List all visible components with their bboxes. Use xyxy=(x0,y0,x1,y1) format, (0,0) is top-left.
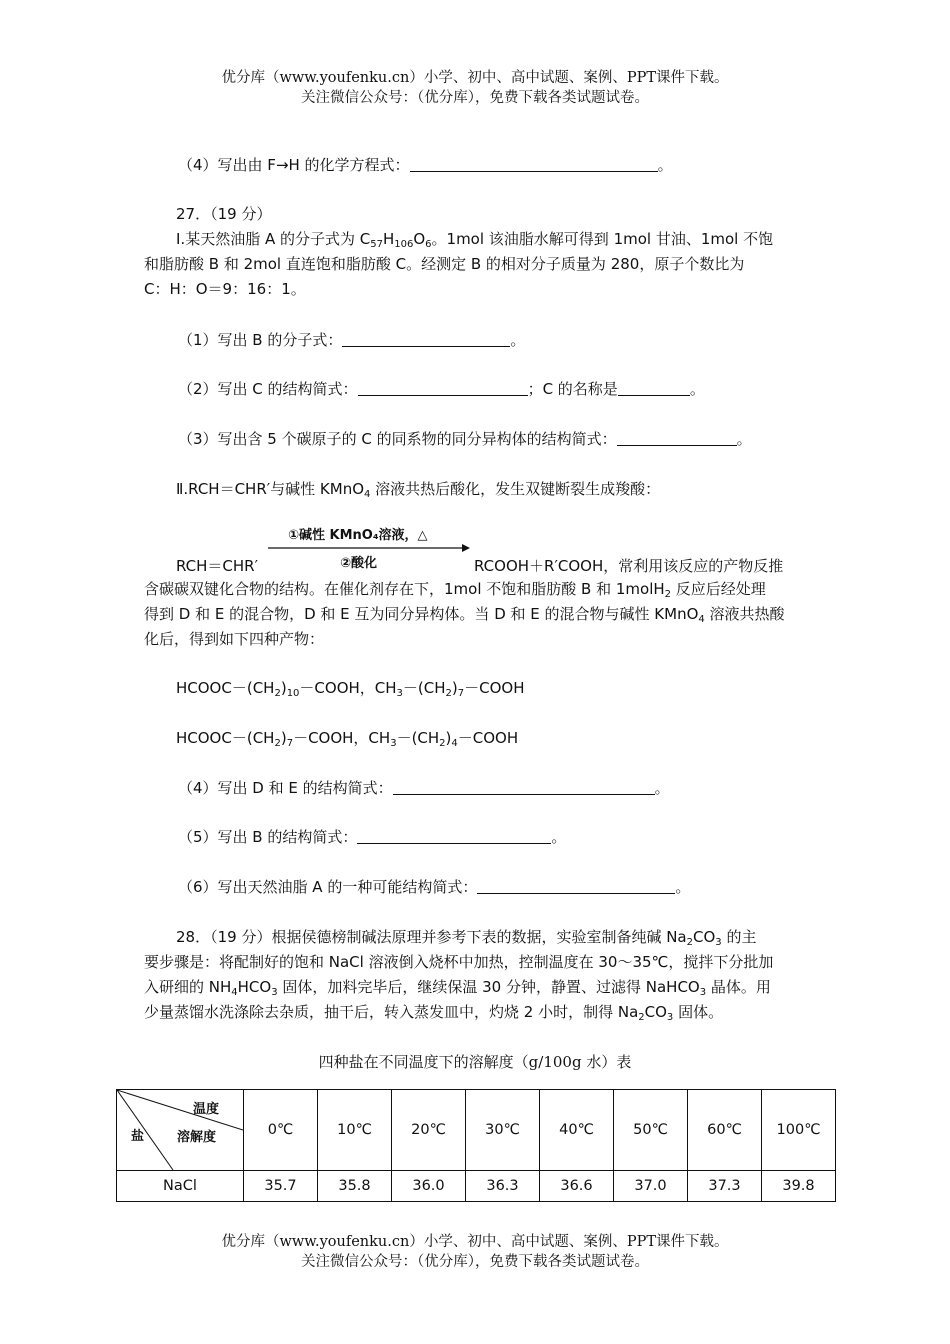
q27-para3-line2: 得到 D 和 E 的混合物，D 和 E 互为同分异构体。当 D 和 E 的混合物与碱性 KMnO$_4$ 溶液共热酸 xyxy=(144,605,785,625)
q27-part2-intro: Ⅱ.RCH＝CHR′与碱性 KMnO$_4$ 溶液共热后酸化，发生双键断裂生成羧酸： xyxy=(176,480,661,500)
temp-header: 40℃ xyxy=(540,1090,614,1171)
rxn-right: RCOOH＋R′COOH，常利用该反应的产物反推 xyxy=(474,557,784,575)
q28-line4: 少量蒸馏水洗涤除去杂质，抽干后，转入蒸发皿中，灼烧 2 小时，制得 $Na_2CO_3$ 固体。 xyxy=(144,1003,724,1023)
table-cell: 36.3 xyxy=(466,1171,540,1202)
rxn-left: RCH＝CHR′ xyxy=(176,557,259,575)
q28-line3: 入研细的 $NH_4HCO_3$ 固体，加料完毕后，继续保温 30 分钟，静置、过滤得 NaHCO$_3$ 晶体。用 xyxy=(144,978,771,998)
reaction-arrow xyxy=(268,524,472,574)
answer-blank[interactable] xyxy=(393,779,655,795)
q27-sub2: （2）写出 C 的结构简式： ；C 的名称是 。 xyxy=(178,380,705,398)
products-line-2: $HCOOC-(CH_2)_7-COOH$，$CH_3-(CH_2)_4-COOH$ xyxy=(176,729,519,749)
table-cell: 37.3 xyxy=(688,1171,762,1202)
table-cell: 35.7 xyxy=(244,1171,318,1202)
q27-para3-line3: 化后，得到如下四种产物： xyxy=(144,630,325,648)
table-cell: 36.0 xyxy=(392,1171,466,1202)
corner-salt-label: 盐 xyxy=(131,1129,145,1144)
table-header-row xyxy=(117,1090,836,1171)
arrow-condition-bottom: ②酸化 xyxy=(340,556,378,571)
answer-blank[interactable] xyxy=(410,156,658,172)
temp-header: 0℃ xyxy=(244,1090,318,1171)
q27-sub5: （5）写出 B 的结构简式： 。 xyxy=(178,828,567,846)
footer-line-1: 优分库（www.youfenku.cn）小学、初中、高中试题、案例、PPT课件下载。 xyxy=(221,1234,729,1250)
temp-header: 10℃ xyxy=(318,1090,392,1171)
q27-para1-line1: Ⅰ.某天然油脂 A 的分子式为 $C_{57}H_{106}O_6$。1mol 该油脂水解可得到 1mol 甘油、1mol 不饱 xyxy=(176,230,774,250)
q28-line1: 28．（19 分）根据侯德榜制碱法原理并参考下表的数据，实验室制备纯碱 $Na_2CO_3$ 的主 xyxy=(176,928,757,948)
q27-sub1: （1）写出 B 的分子式： 。 xyxy=(178,331,526,349)
solubility-table xyxy=(116,1089,836,1202)
table-cell: 35.8 xyxy=(318,1171,392,1202)
corner-temp-label: 温度 xyxy=(193,1102,220,1117)
answer-blank[interactable] xyxy=(342,331,510,347)
table-cell: 39.8 xyxy=(762,1171,836,1202)
table-corner-cell xyxy=(117,1090,244,1171)
header-line-2: 关注微信公众号：（优分库），免费下载各类试题试卷。 xyxy=(301,90,649,106)
q27-sub4: （4）写出 D 和 E 的结构简式： 。 xyxy=(178,779,670,797)
table-row xyxy=(117,1171,836,1202)
corner-solubility-label: 溶解度 xyxy=(177,1130,217,1145)
arrow-condition-top: ①碱性 KMnO₄溶液，△ xyxy=(288,528,428,543)
answer-blank[interactable] xyxy=(358,380,528,396)
temp-header: 60℃ xyxy=(688,1090,762,1171)
q27-para1-line2: 和脂肪酸 B 和 2mol 直连饱和脂肪酸 C。经测定 B 的相对分子质量为 280，原子个数比为 xyxy=(144,255,745,273)
q27-heading: 27．（19 分） xyxy=(176,205,272,223)
header-line-1: 优分库（www.youfenku.cn）小学、初中、高中试题、案例、PPT课件下载。 xyxy=(221,70,729,86)
temp-header: 30℃ xyxy=(466,1090,540,1171)
table-cell: 36.6 xyxy=(540,1171,614,1202)
answer-blank[interactable] xyxy=(357,828,551,844)
temp-header: 20℃ xyxy=(392,1090,466,1171)
temp-header: 50℃ xyxy=(614,1090,688,1171)
answer-blank[interactable] xyxy=(477,878,675,894)
q27-sub6: （6）写出天然油脂 A 的一种可能结构简式： 。 xyxy=(178,878,691,896)
q28-line2: 要步骤是：将配制好的饱和 NaCl 溶液倒入烧杯中加热，控制温度在 30～35℃，搅拌下分批加 xyxy=(144,953,774,971)
table-title: 四种盐在不同温度下的溶解度（g/100g 水）表 xyxy=(318,1053,632,1071)
q27-para3-line1: 含碳碳双键化合物的结构。在催化剂存在下，1mol 不饱和脂肪酸 B 和 1molH$_2$ 反应后经处理 xyxy=(144,580,766,600)
q27-sub3: （3）写出含 5 个碳原子的 C 的同系物的同分异构体的结构简式： 。 xyxy=(178,430,752,448)
temp-header: 100℃ xyxy=(762,1090,836,1171)
q26-part4: （4）写出由 F→H 的化学方程式： 。 xyxy=(178,156,673,174)
products-line-1: $HCOOC-(CH_2)_{10}-COOH$，$CH_3-(CH_2)_7-COOH$ xyxy=(176,679,525,699)
footer-line-2: 关注微信公众号：（优分库），免费下载各类试题试卷。 xyxy=(301,1254,649,1270)
table-cell: 37.0 xyxy=(614,1171,688,1202)
answer-blank[interactable] xyxy=(618,380,690,396)
q27-para1-line3: C：H：O＝9：16：1。 xyxy=(144,280,306,298)
answer-blank[interactable] xyxy=(617,430,737,446)
salt-name-cell: NaCl xyxy=(117,1171,244,1202)
